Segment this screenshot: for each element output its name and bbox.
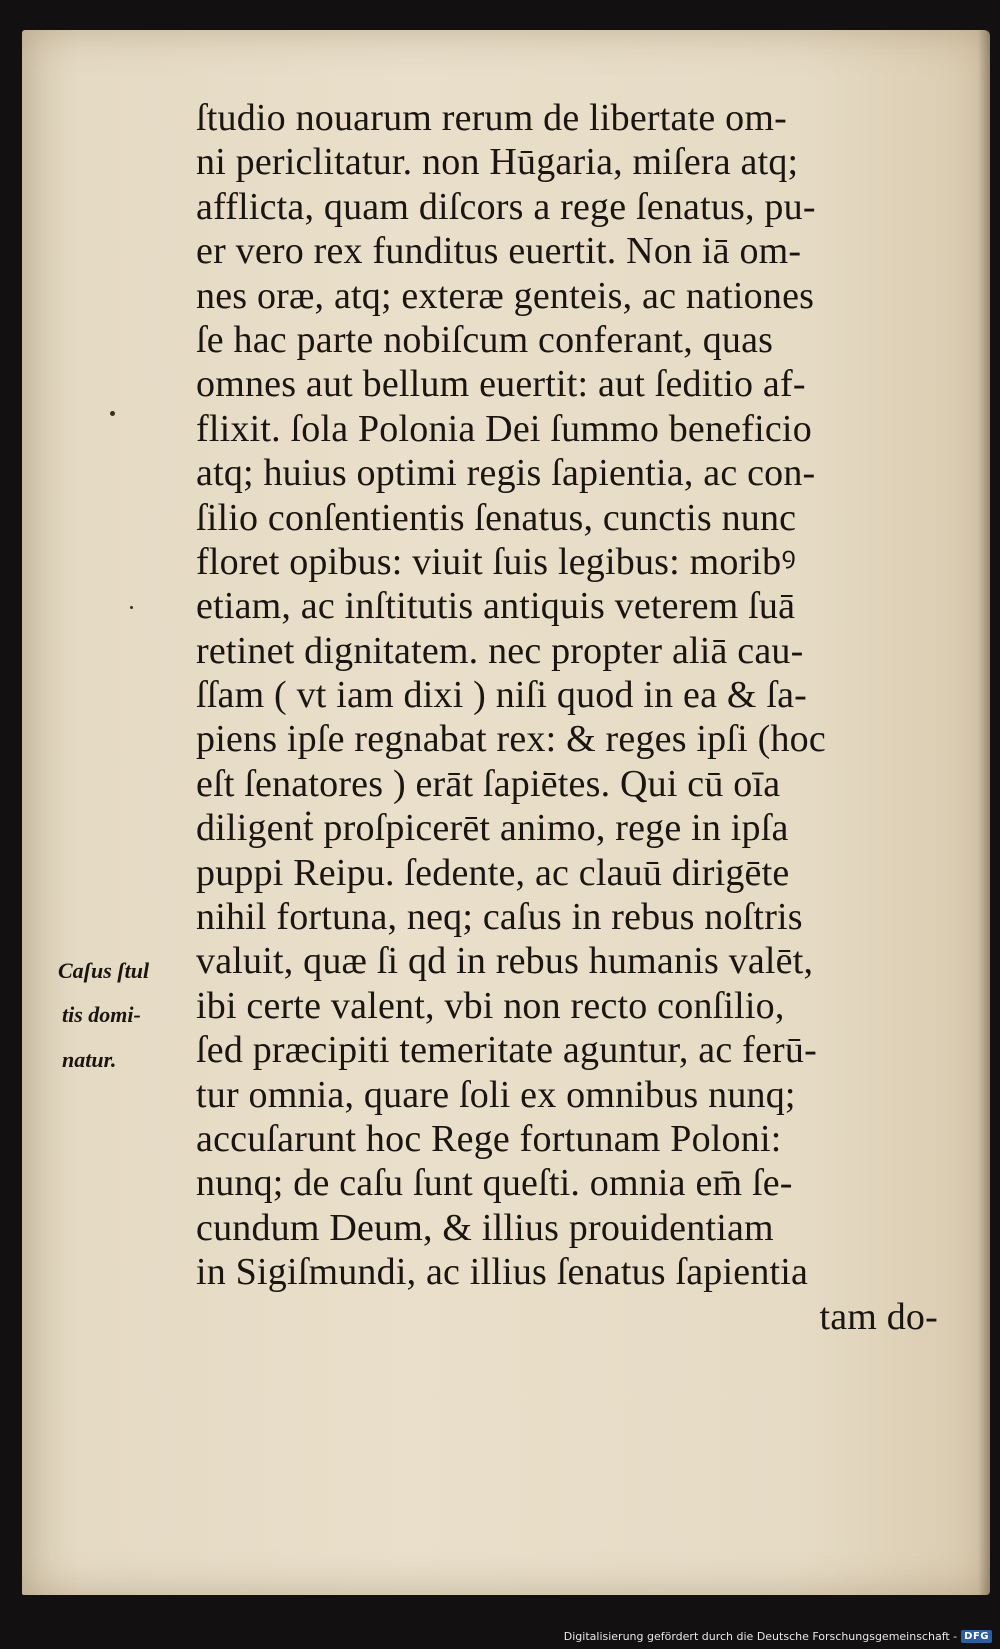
text-line: ni periclitatur. non Hūgaria, miſera atq; xyxy=(196,141,799,184)
text-line: etiam, ac inſtitutis antiquis veterem ſuā xyxy=(196,585,796,628)
page-edge-shadow xyxy=(978,30,990,1595)
text-line: diligenṫ proſpicerēt animo, rege in ipſa xyxy=(196,807,789,850)
text-line: piens ipſe regnabat rex: & reges ipſi (hoc xyxy=(196,718,826,761)
text-line: nes oræ, atq; exteræ genteis, ac nationes xyxy=(196,274,815,317)
text-line: nihil fortuna, neq; caſus in rebus noſtris xyxy=(196,896,803,939)
text-line: er vero rex funditus euertit. Non iā om- xyxy=(196,230,802,273)
text-line: ſtudio nouarum rerum de libertate om- xyxy=(196,97,787,139)
text-line: ſilio conſentientis ſenatus, cunctis nunc xyxy=(196,496,797,539)
catchword: tam do- xyxy=(819,1295,938,1338)
text-line: eſt ſenatores ) erāt ſapiētes. Qui cū oīa xyxy=(196,762,781,805)
dfg-logo-icon: DFG xyxy=(961,1630,992,1643)
text-line: afflicta, quam diſcors a rege ſenatus, pu- xyxy=(196,185,816,228)
text-line: retinet dignitatem. nec propter aliā cau- xyxy=(196,629,804,672)
text-line: puppi Reipu. ſedente, ac clauū dirigēte xyxy=(196,851,790,894)
text-line: ſſam ( vt iam dixi ) niſi quod in ea & ſa- xyxy=(196,674,808,717)
text-line: tur omnia, quare ſoli ex omnibus nunq; xyxy=(196,1073,796,1116)
ink-speck xyxy=(130,606,133,609)
ink-speck xyxy=(110,411,115,416)
text-line: omnes aut bellum euertit: aut ſeditio af- xyxy=(196,363,806,406)
credit-text: Digitalisierung gefördert durch die Deutsche Forschungsgemeinschaft - xyxy=(563,1629,958,1643)
text-line: floret opibus: viuit ſuis legibus: moribꝰ xyxy=(196,540,797,583)
margin-note-line: Caſus ſtul xyxy=(58,958,150,983)
text-line: nunq; de caſu ſunt queſti. omnia em̄ ſe- xyxy=(196,1162,793,1205)
margin-note-line: natur. xyxy=(62,1046,117,1072)
text-line: accuſarunt hoc Rege fortunam Poloni: xyxy=(196,1117,782,1160)
margin-note-line: tis domi- xyxy=(62,1002,141,1028)
text-line: atq; huius optimi regis ſapientia, ac con- xyxy=(196,452,816,495)
text-line: in Sigiſmundi, ac illius ſenatus ſapientia xyxy=(196,1251,809,1294)
text-line: valuit, quæ ſi qd in rebus humanis valēt, xyxy=(196,940,814,983)
body-text xyxy=(196,96,946,1339)
text-line: ſe hac parte nobiſcum conferant, quas xyxy=(196,318,774,361)
text-line: ibi certe valent, vbi non recto conſilio, xyxy=(196,984,785,1027)
text-line: flixit. ſola Polonia Dei ſummo beneficio xyxy=(196,407,812,450)
text-line: cundum Deum, & illius prouidentiam xyxy=(196,1206,774,1249)
text-line: ſed præcipiti temeritate aguntur, ac ferū- xyxy=(196,1029,817,1072)
margin-note xyxy=(58,949,208,1082)
digitization-credit xyxy=(564,1625,992,1647)
